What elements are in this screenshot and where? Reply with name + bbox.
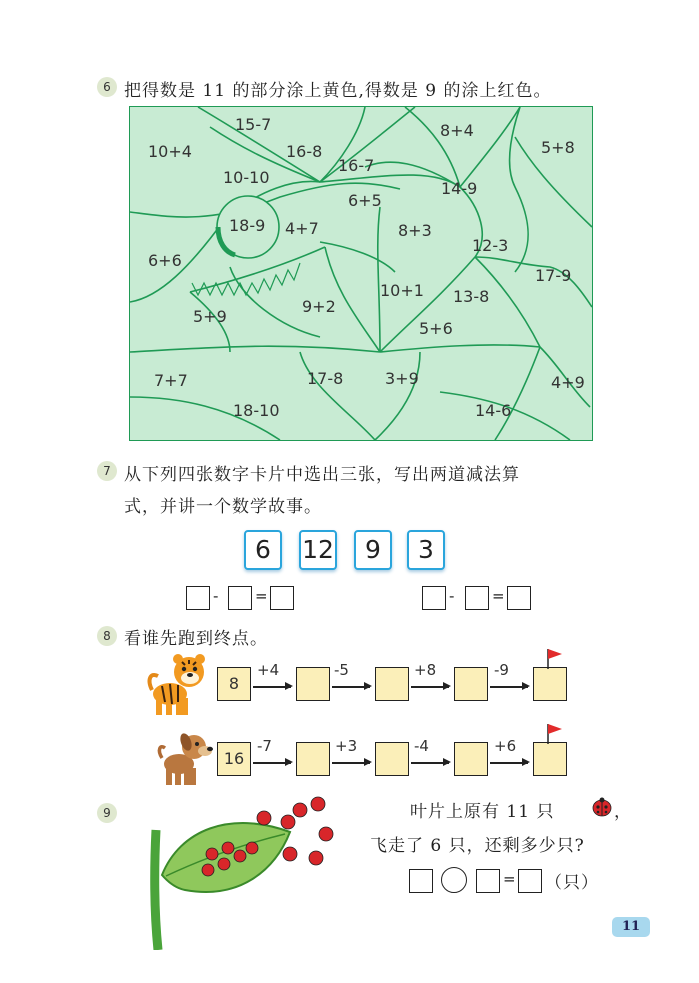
expr-region: 6+6 xyxy=(148,251,182,270)
question-9-comma: ， xyxy=(614,802,632,822)
start-box-tiger: 8 xyxy=(217,667,251,701)
expr-region: 17-8 xyxy=(307,369,344,388)
expr-region: 15-7 xyxy=(235,115,272,134)
expr-region: 4+9 xyxy=(551,373,585,392)
expr-region: 8+3 xyxy=(398,221,432,240)
arrow xyxy=(490,686,528,688)
operation-label: -7 xyxy=(257,737,272,755)
expr-region: 16-7 xyxy=(338,156,375,175)
arrow xyxy=(411,762,449,764)
question-8-text: 看谁先跑到终点。 xyxy=(124,629,268,649)
unit-label: （只） xyxy=(545,873,599,893)
expr-region: 5+9 xyxy=(193,307,227,326)
expr-region: 10+4 xyxy=(148,142,192,161)
finish-flag-icon xyxy=(545,722,565,744)
expr-region: 10-10 xyxy=(223,168,270,187)
operation-label: +3 xyxy=(335,737,358,755)
expr-region: 18-9 xyxy=(229,216,266,235)
finish-flag-icon xyxy=(545,647,565,669)
expr-region: 14-9 xyxy=(441,179,478,198)
tiger-illustration xyxy=(144,650,210,718)
question-number-7: 7 xyxy=(97,461,117,481)
question-number-6: 6 xyxy=(97,77,117,97)
coloring-puzzle xyxy=(129,106,593,441)
expr-region: 7+7 xyxy=(154,371,188,390)
operation-label: -9 xyxy=(494,661,509,679)
question-7-text-line2: 式，并讲一个数学故事。 xyxy=(124,497,322,517)
expr-region: 10+1 xyxy=(380,281,424,300)
answer-box[interactable] xyxy=(296,742,330,776)
expr-region: 12-3 xyxy=(472,236,509,255)
start-box-dog: 16 xyxy=(217,742,251,776)
minus-sign: - xyxy=(449,587,455,605)
answer-box[interactable] xyxy=(465,586,489,610)
answer-box[interactable] xyxy=(270,586,294,610)
answer-box[interactable] xyxy=(454,667,488,701)
answer-box[interactable] xyxy=(296,667,330,701)
question-6-text: 把得数是 11 的部分涂上黄色,得数是 9 的涂上红色。 xyxy=(124,81,552,101)
expr-region: 13-8 xyxy=(453,287,490,306)
number-card: 12 xyxy=(299,530,337,570)
expr-region: 14-6 xyxy=(475,401,512,420)
answer-box[interactable] xyxy=(409,869,433,893)
expr-region: 5+8 xyxy=(541,138,575,157)
question-9-text-line1: 叶片上原有 11 只 xyxy=(410,802,555,822)
answer-box[interactable] xyxy=(518,869,542,893)
arrow xyxy=(253,762,291,764)
operator-circle[interactable] xyxy=(441,867,467,893)
answer-box[interactable] xyxy=(186,586,210,610)
expr-region: 17-9 xyxy=(535,266,572,285)
arrow xyxy=(253,686,291,688)
answer-box[interactable] xyxy=(375,667,409,701)
finish-box[interactable] xyxy=(533,667,567,701)
answer-box[interactable] xyxy=(375,742,409,776)
arrow xyxy=(332,762,370,764)
leaf-ladybugs-illustration xyxy=(140,790,362,950)
equals-sign: = xyxy=(255,587,268,605)
equals-sign: = xyxy=(503,870,516,888)
expr-region: 16-8 xyxy=(286,142,323,161)
question-number-8: 8 xyxy=(97,626,117,646)
finish-box[interactable] xyxy=(533,742,567,776)
answer-box[interactable] xyxy=(507,586,531,610)
answer-box[interactable] xyxy=(476,869,500,893)
arrow xyxy=(490,762,528,764)
expr-region: 3+9 xyxy=(385,369,419,388)
equals-sign: = xyxy=(492,587,505,605)
operation-label: +6 xyxy=(494,737,517,755)
arrow xyxy=(332,686,370,688)
dog-illustration xyxy=(156,730,214,788)
operation-label: -5 xyxy=(334,661,349,679)
question-7-text-line1: 从下列四张数字卡片中选出三张，写出两道减法算 xyxy=(124,465,520,485)
operation-label: +8 xyxy=(414,661,437,679)
operation-label: +4 xyxy=(257,661,280,679)
answer-box[interactable] xyxy=(454,742,488,776)
operation-label: -4 xyxy=(414,737,429,755)
number-card: 6 xyxy=(244,530,282,570)
expr-region: 18-10 xyxy=(233,401,280,420)
ladybug-icon xyxy=(591,797,613,817)
answer-box[interactable] xyxy=(422,586,446,610)
question-number-9: 9 xyxy=(97,803,117,823)
page-number: 11 xyxy=(612,917,650,937)
expr-region: 4+7 xyxy=(285,219,319,238)
expr-region: 9+2 xyxy=(302,297,336,316)
expr-region: 8+4 xyxy=(440,121,474,140)
arrow xyxy=(411,686,449,688)
minus-sign: - xyxy=(213,587,219,605)
question-9-text-line2: 飞走了 6 只，还剩多少只? xyxy=(370,836,585,856)
answer-box[interactable] xyxy=(228,586,252,610)
number-card: 3 xyxy=(407,530,445,570)
expr-region: 5+6 xyxy=(419,319,453,338)
expr-region: 6+5 xyxy=(348,191,382,210)
number-card: 9 xyxy=(354,530,392,570)
